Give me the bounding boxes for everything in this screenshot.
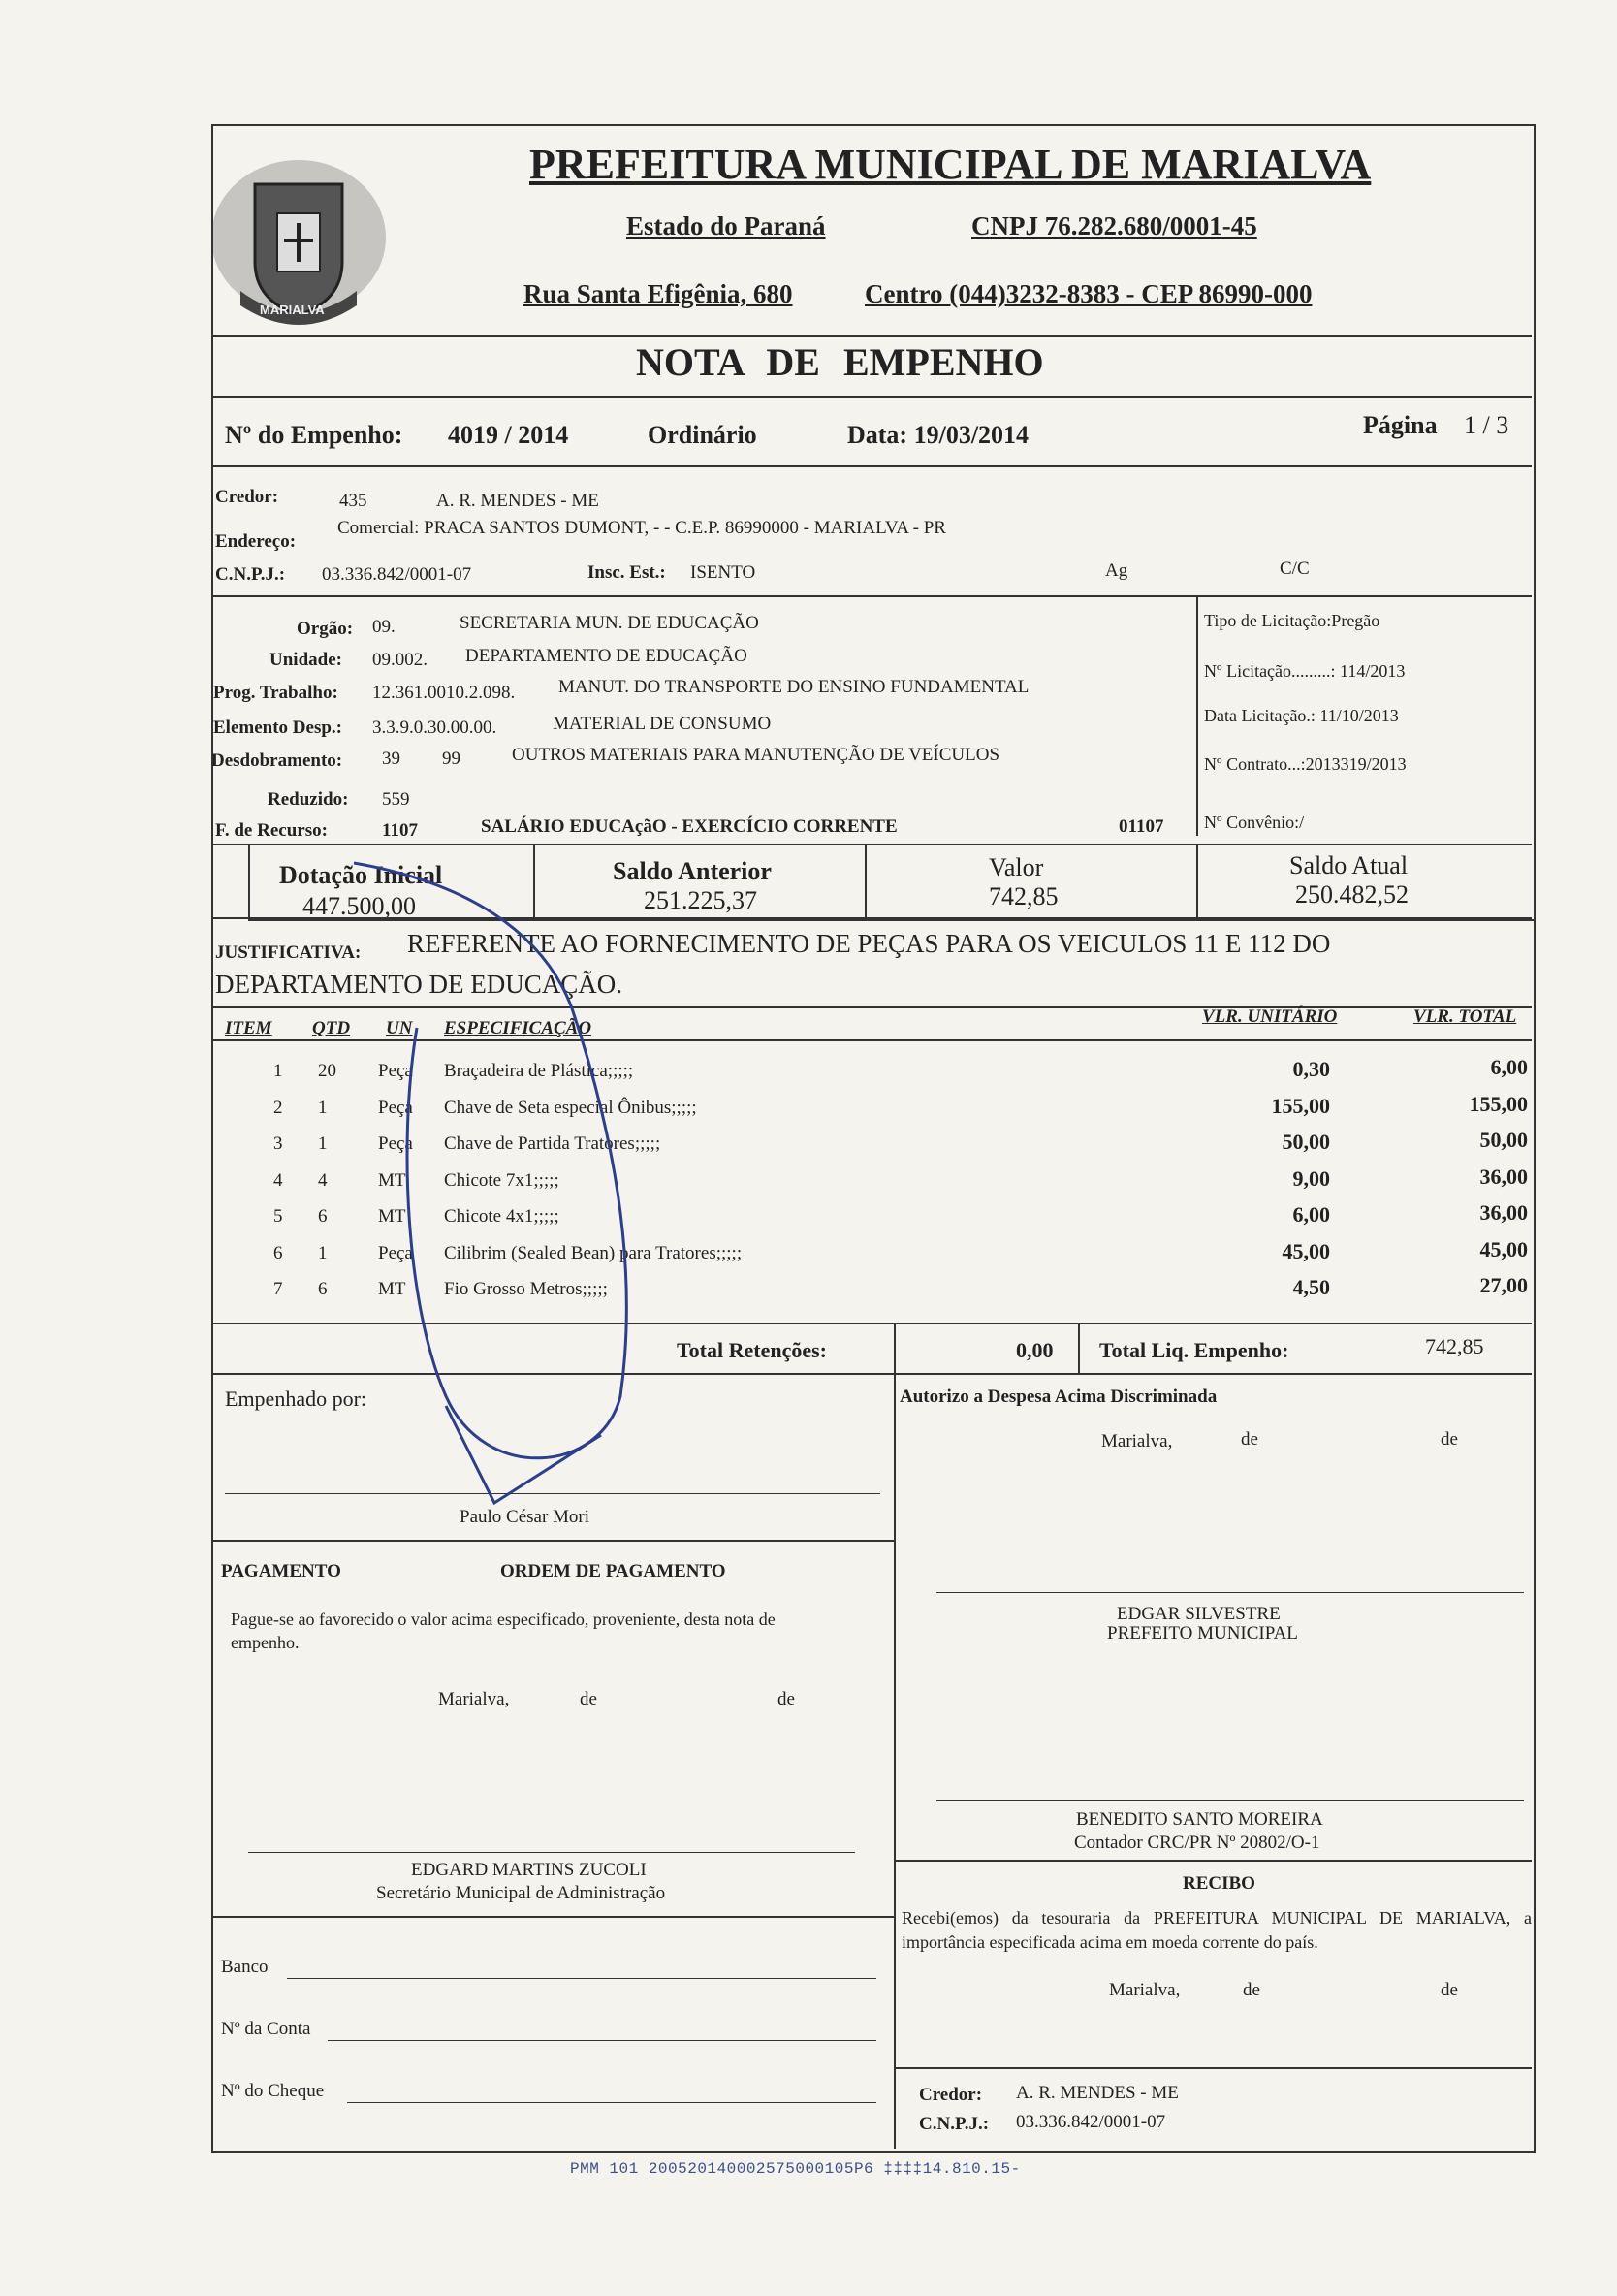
orgao-code: 09. xyxy=(372,617,396,637)
item-unit: Peça xyxy=(378,1242,413,1263)
item-unit-value: 4,50 xyxy=(1292,1275,1330,1299)
secretario-name: EDGARD MARTINS ZUCOLI xyxy=(411,1860,647,1880)
item-number: 6 xyxy=(273,1242,283,1263)
elem-code: 3.3.9.0.30.00.00. xyxy=(372,718,497,738)
pagamento-text: Pague-se ao favorecido o valor acima especificado, proveniente, desta nota de empenho. xyxy=(231,1610,776,1652)
elem-label: Elemento Desp.: xyxy=(213,718,342,738)
justificativa-line1: REFERENTE AO FORNECIMENTO DE PEÇAS PARA OS VEICULOS 11 E 112 DO xyxy=(407,929,1331,958)
cheque-label: Nº do Cheque xyxy=(221,2081,325,2101)
unidade-label: Unidade: xyxy=(270,650,342,670)
saldo-anterior-label: Saldo Anterior xyxy=(613,857,772,885)
item-unit: Peça xyxy=(378,1097,413,1118)
item-unit-value: 9,00 xyxy=(1292,1165,1330,1191)
pagamento-de1: de xyxy=(580,1689,597,1709)
item-unit: Peça xyxy=(378,1061,413,1081)
ordem-pagamento-label: ORDEM DE PAGAMENTO xyxy=(500,1561,726,1581)
address-label: Endereço: xyxy=(215,531,297,552)
desd-code2: 99 xyxy=(442,749,460,769)
empenho-type: Ordinário xyxy=(648,421,757,449)
page-number: 1 / 3 xyxy=(1464,411,1509,439)
col-un: UN xyxy=(386,1018,413,1038)
item-qty: 6 xyxy=(318,1279,328,1299)
recibo-de1: de xyxy=(1243,1980,1260,2000)
item-total-value: 36,00 xyxy=(1479,1164,1528,1189)
item-unit: MT xyxy=(378,1169,406,1191)
item-number: 3 xyxy=(273,1133,283,1154)
banco-label: Banco xyxy=(221,1957,269,1977)
recurso-label: F. de Recurso: xyxy=(215,820,328,841)
col-unit-value: VLR. UNITÁRIO xyxy=(1202,1006,1338,1027)
item-qty: 6 xyxy=(318,1206,328,1227)
empenhado-label: Empenhado por: xyxy=(225,1387,367,1411)
liq-empenho-value: 742,85 xyxy=(1425,1334,1484,1358)
saldo-atual-value: 250.482,52 xyxy=(1295,880,1409,909)
state-name: Estado do Paraná xyxy=(626,211,826,240)
item-unit-value: 6,00 xyxy=(1292,1202,1330,1227)
col-spec: ESPECIFICAÇÃO xyxy=(444,1018,592,1038)
liq-empenho-label: Total Liq. Empenho: xyxy=(1099,1338,1289,1362)
secretario-role: Secretário Municipal de Administração xyxy=(376,1883,666,1903)
item-number: 5 xyxy=(273,1206,283,1227)
recibo-city: Marialva, xyxy=(1109,1980,1181,2000)
item-total-value: 45,00 xyxy=(1479,1236,1528,1261)
insc-value: ISENTO xyxy=(690,562,756,583)
item-qty: 1 xyxy=(318,1097,328,1118)
recibo-cnpj: 03.336.842/0001-07 xyxy=(1016,2112,1166,2132)
unidade-code: 09.002. xyxy=(372,650,428,670)
autorizo-de2: de xyxy=(1441,1429,1458,1450)
licitacao-convenio: Nº Convênio:/ xyxy=(1204,813,1305,832)
credor-code: 435 xyxy=(339,491,367,511)
item-total-value: 36,00 xyxy=(1479,1200,1528,1225)
recibo-cnpj-label: C.N.P.J.: xyxy=(919,2114,990,2134)
saldo-atual-label: Saldo Atual xyxy=(1289,851,1409,879)
item-total-value: 6,00 xyxy=(1490,1055,1528,1079)
pagamento-city: Marialva, xyxy=(438,1689,510,1709)
justificativa-line2: DEPARTAMENTO DE EDUCAÇÃO. xyxy=(215,970,622,999)
licitacao-data: Data Licitação.: 11/10/2013 xyxy=(1204,706,1399,725)
valor-label: Valor xyxy=(989,853,1044,881)
prefeito-name: EDGAR SILVESTRE xyxy=(1117,1604,1281,1624)
pagamento-label: PAGAMENTO xyxy=(221,1561,341,1581)
item-number: 7 xyxy=(273,1279,283,1299)
desd-name: OUTROS MATERIAIS PARA MANUTENÇÃO DE VEÍCULOS xyxy=(512,745,1000,765)
prog-code: 12.361.0010.2.098. xyxy=(372,683,516,703)
item-spec: Cilibrim (Sealed Bean) para Tratores;;;;; xyxy=(444,1242,743,1263)
dotacao-label: Dotação Inicial xyxy=(279,861,443,889)
insc-label: Insc. Est.: xyxy=(587,562,666,583)
item-qty: 4 xyxy=(318,1169,328,1191)
recibo-de2: de xyxy=(1441,1980,1458,2000)
page-title: PREFEITURA MUNICIPAL DE MARIALVA xyxy=(529,141,1372,188)
item-number: 1 xyxy=(273,1061,283,1081)
doc-title: NOTA DE EMPENHO xyxy=(636,340,1044,384)
credor-address: Comercial: PRACA SANTOS DUMONT, - - C.E.P. 86990000 - MARIALVA - PR xyxy=(337,518,946,538)
item-unit: MT xyxy=(378,1279,406,1299)
prog-name: MANUT. DO TRANSPORTE DO ENSINO FUNDAMENTAL xyxy=(558,677,1030,697)
dotacao-value: 447.500,00 xyxy=(302,892,416,920)
col-qtd: QTD xyxy=(312,1018,351,1038)
empenho-number-label: Nº do Empenho: xyxy=(225,421,403,449)
licitacao-tipo: Tipo de Licitação:Pregão xyxy=(1204,611,1380,630)
credor-cnpj: 03.336.842/0001-07 xyxy=(322,564,472,585)
credor-name: A. R. MENDES - ME xyxy=(436,491,599,511)
empenhado-signer: Paulo César Mori xyxy=(460,1507,590,1527)
cnpj-header: CNPJ 76.282.680/0001-45 xyxy=(971,211,1257,240)
cnpj-label: C.N.P.J.: xyxy=(215,564,286,585)
unidade-name: DEPARTAMENTO DE EDUCAÇÃO xyxy=(465,646,747,666)
footer-code: PMM 101 200520140002575000105P6 ‡‡‡‡14.810.15- xyxy=(570,2160,1021,2178)
justificativa-label: JUSTIFICATIVA: xyxy=(215,942,362,963)
item-unit: Peça xyxy=(378,1133,413,1154)
address-header: Rua Santa Efigênia, 680 xyxy=(523,279,793,308)
item-unit-value: 155,00 xyxy=(1271,1093,1330,1118)
retencoes-label: Total Retenções: xyxy=(677,1338,827,1362)
item-total-value: 155,00 xyxy=(1469,1091,1528,1116)
item-number: 4 xyxy=(273,1169,283,1191)
recibo-title: RECIBO xyxy=(1183,1873,1255,1894)
reduzido-label: Reduzido: xyxy=(268,789,349,810)
item-spec: Chicote 4x1;;;;; xyxy=(444,1206,559,1227)
recibo-credor: A. R. MENDES - ME xyxy=(1016,2083,1179,2103)
empenho-number: 4019 / 2014 xyxy=(448,421,569,449)
district-phone-header: Centro (044)3232-8383 - CEP 86990-000 xyxy=(865,279,1313,308)
recibo-text: Recebi(emos) da tesouraria da PREFEITURA MUNICIPAL DE MARIALVA, a importância especificada acima em moeda corrente do país. xyxy=(902,1908,1532,1952)
item-unit-value: 50,00 xyxy=(1282,1130,1330,1154)
reduzido-value: 559 xyxy=(382,789,410,810)
item-qty: 1 xyxy=(318,1242,328,1263)
item-total-value: 50,00 xyxy=(1479,1128,1528,1152)
autorizo-city: Marialva, xyxy=(1101,1431,1173,1451)
coat-of-arms xyxy=(202,145,396,339)
contador-role: Contador CRC/PR Nº 20802/O-1 xyxy=(1074,1833,1320,1853)
desd-code1: 39 xyxy=(382,749,400,769)
item-spec: Chave de Partida Tratores;;;;; xyxy=(444,1133,661,1154)
recurso-code2: 01107 xyxy=(1119,816,1164,837)
saldo-anterior-value: 251.225,37 xyxy=(644,886,757,914)
item-total-value: 27,00 xyxy=(1479,1273,1528,1297)
ag-label: Ag xyxy=(1105,560,1128,581)
orgao-label: Orgão: xyxy=(297,619,354,639)
empenho-date: Data: 19/03/2014 xyxy=(847,421,1030,449)
contador-name: BENEDITO SANTO MOREIRA xyxy=(1076,1809,1323,1830)
item-unit: MT xyxy=(378,1206,406,1227)
licitacao-numero: Nº Licitação.........: 114/2013 xyxy=(1204,661,1406,681)
valor-value: 742,85 xyxy=(989,882,1059,910)
credor-label: Credor: xyxy=(215,487,279,507)
item-unit-value: 0,30 xyxy=(1292,1057,1330,1081)
item-spec: Braçadeira de Plástica;;;;; xyxy=(444,1061,634,1081)
elem-name: MATERIAL DE CONSUMO xyxy=(553,714,772,734)
cc-label: C/C xyxy=(1280,558,1310,579)
desd-label: Desdobramento: xyxy=(211,750,343,771)
prog-label: Prog. Trabalho: xyxy=(213,683,338,703)
autorizo-label: Autorizo a Despesa Acima Discriminada xyxy=(900,1387,1218,1407)
handwritten-signature xyxy=(349,853,698,1532)
orgao-name: SECRETARIA MUN. DE EDUCAÇÃO xyxy=(460,613,759,633)
page-label: Página xyxy=(1363,411,1438,439)
pagamento-de2: de xyxy=(777,1689,795,1709)
item-spec: Fio Grosso Metros;;;;; xyxy=(444,1279,608,1299)
item-qty: 1 xyxy=(318,1133,328,1154)
recibo-credor-label: Credor: xyxy=(919,2085,983,2105)
item-spec: Chave de Seta especial Ônibus;;;;; xyxy=(444,1097,697,1118)
col-total: VLR. TOTAL xyxy=(1413,1006,1517,1027)
coat-of-arms-ribbon-text: MARIALVA xyxy=(260,303,325,317)
item-qty: 20 xyxy=(318,1061,336,1081)
recurso-code: 1107 xyxy=(382,820,418,841)
licitacao-contrato: Nº Contrato...:2013319/2013 xyxy=(1204,754,1407,774)
prefeito-role: PREFEITO MUNICIPAL xyxy=(1107,1623,1298,1643)
autorizo-de1: de xyxy=(1241,1429,1258,1450)
item-spec: Chicote 7x1;;;;; xyxy=(444,1169,559,1191)
retencoes-value: 0,00 xyxy=(1016,1338,1054,1362)
col-item: ITEM xyxy=(225,1018,272,1038)
item-number: 2 xyxy=(273,1097,283,1118)
recurso-name: SALÁRIO EDUCAçãO - EXERCÍCIO CORRENTE xyxy=(481,816,898,837)
item-unit-value: 45,00 xyxy=(1282,1238,1330,1263)
conta-label: Nº da Conta xyxy=(221,2019,311,2039)
